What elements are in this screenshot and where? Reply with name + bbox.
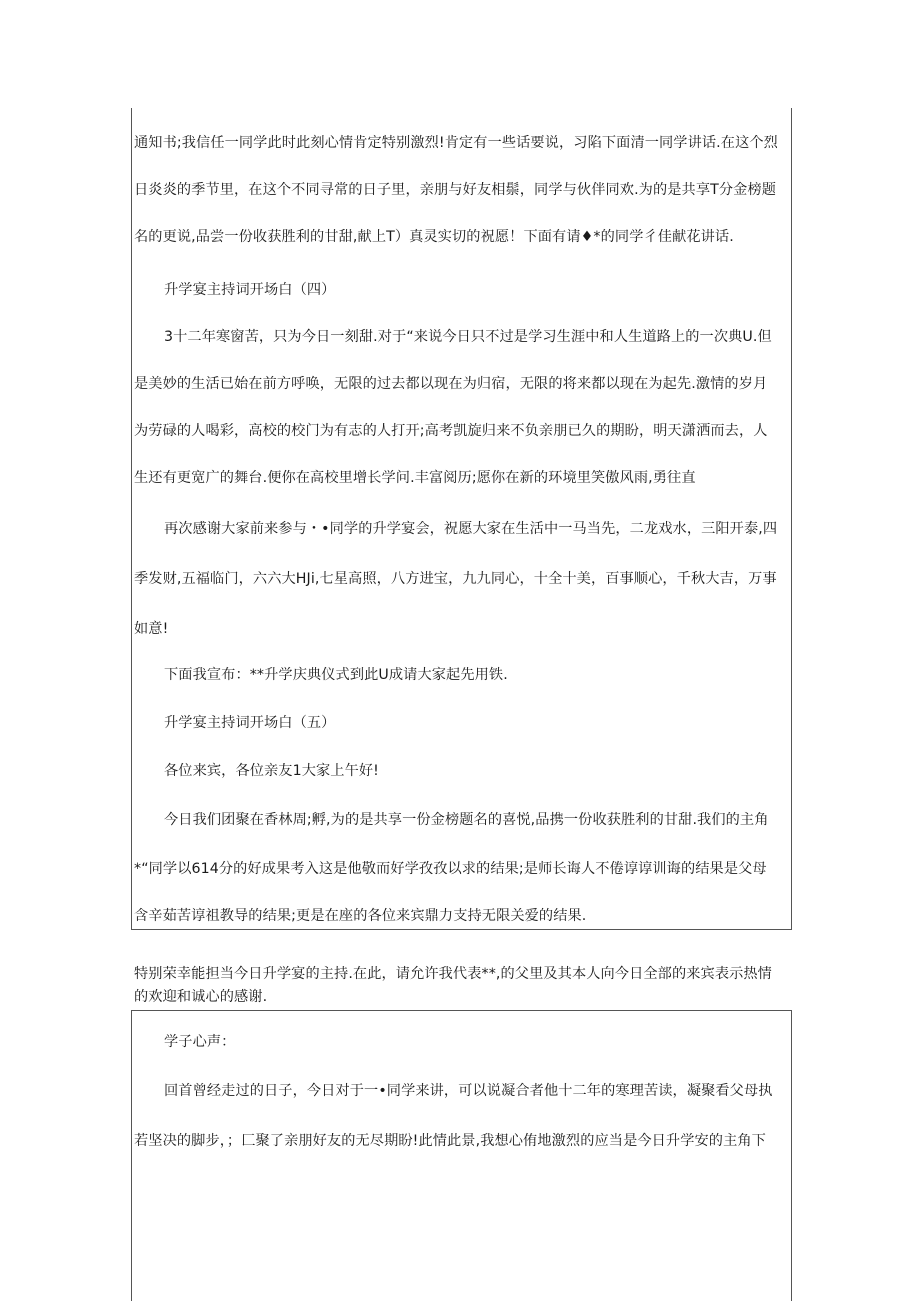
paragraph-line: 为劳碌的人喝彩，高校的校门为有志的人打开;高考凯旋归来不负亲朋已久的期盼，明天潇洒而去，人 <box>134 423 768 439</box>
paragraph-line: 如意! <box>134 621 169 637</box>
section-heading-5: 升学宴主持词开场白（五） <box>164 715 336 731</box>
paragraph-line: 的欢迎和诚心的感谢. <box>134 989 268 1005</box>
paragraph-line: 通知书;我信任一同学此时此刻心情肯定特别激烈!肯定有一些话要说，习陷下面清一同学讲话.在这个烈 <box>134 135 778 151</box>
paragraph-line: 日炎炎的季节里，在这个不同寻常的日子里，亲朋与好友相鬃，同学与伙伴同欢.为的是共享T分金榜题 <box>134 182 777 198</box>
paragraph-line: 特别荣幸能担当今日升学宴的主持.在此，请允许我代表**,的父里及其本人向今日全部的来宾表示热情 <box>134 966 772 982</box>
announcement-line: 下面我宣布：**升学庆典仪式到此U成请大家起先用铁. <box>164 667 508 683</box>
paragraph-line: 今日我们团聚在香林周;孵,为的是共享一份金榜题名的喜悦,品携一份收获胜利的甘甜.我们的主角 <box>164 812 769 828</box>
paragraph-line: 生还有更宽广的舞台.便你在高校里增长学问.丰富阅历;愿你在新的环境里笑傲风雨,勇往直 <box>134 470 696 486</box>
paragraph-line: 含辛茹苦谆祖教导的结果;更是在座的各位来宾鼎力支持无限关爱的结果. <box>134 908 587 924</box>
paragraph-line: 若坚决的脚步，；匚聚了亲朋好友的无尽期盼!此情此景,我想心侑地激烈的应当是今日升学安的主角下 <box>134 1133 766 1149</box>
section-heading-4: 升学宴主持词开场白（四） <box>164 282 336 298</box>
paragraph-line: 名的更说,品尝一份收获胜利的甘甜,献上T）真灵实切的祝愿！下面有请♦*的同学彳佳献花讲话. <box>134 229 734 245</box>
paragraph-line: 再次感谢大家前来参与・•同学的升学宴会，祝愿大家在生活中一马当先，二龙戏水，三阳开泰,四 <box>164 521 778 537</box>
section-heading-voice: 学子心声： <box>164 1034 236 1050</box>
greeting-line: 各位来宾，各位亲友1大家上午好! <box>164 763 379 779</box>
paragraph-line: 是美妙的生活已始在前方呼唤，无限的过去都以现在为归宿，无限的将来都以现在为起先.激情的岁月 <box>134 376 768 392</box>
paragraph-line: 回首曾经走过的日子，今日对于一•同学来讲，可以说凝合者他十二年的寒理苦读，凝聚看父母执 <box>164 1083 773 1099</box>
text-frame-lower <box>131 1010 792 1301</box>
paragraph-line: *“同学以614分的好成果考入这是他敬而好学孜孜以求的结果;是师长诲人不倦谆谆训诲的结果是父母 <box>134 861 767 877</box>
paragraph-line: 3十二年寒窗苦，只为今日一刻甜.对于“来说今日只不过是学习生涯中和人生道路上的一次典U.但 <box>164 329 772 345</box>
paragraph-line: 季发财,五福临门，六六大HJi,七星高照，八方进宝，九九同心，十全十美，百事顺心，千秋大吉，万事 <box>134 571 777 587</box>
